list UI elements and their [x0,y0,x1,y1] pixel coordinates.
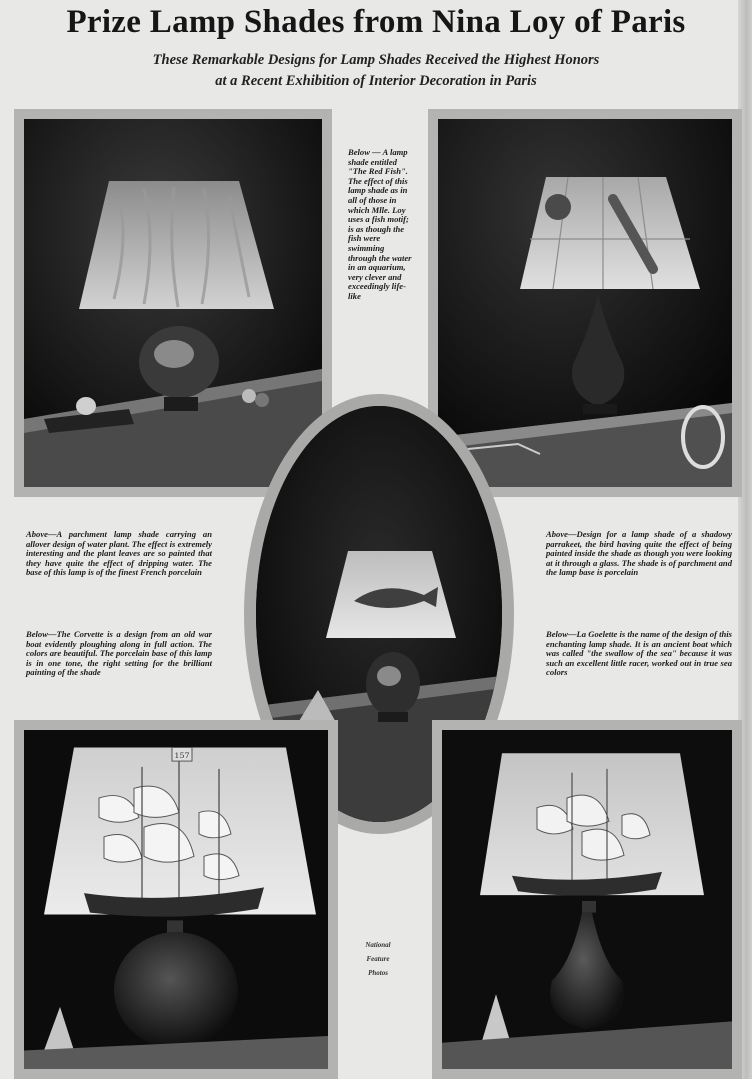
page-subtitle [40,50,712,92]
credit-line-3: Photos [368,969,388,977]
credit-line-1: National [365,941,391,949]
photo-parrakeet-lamp [438,119,732,487]
caption-la-goelette: Below—La Goelette is the name of the design of this enchanting lamp shade. It is an ancient boat which was called "the swallow of the sea" because it was such an excellent little racer, worked out in true sea colors [546,629,732,678]
photo-la-goelette-lamp [442,730,732,1069]
photo-corvette-lamp [24,730,328,1069]
photo-la-goelette-frame [432,720,742,1079]
photo-water-plant-lamp [24,119,322,487]
caption-corvette: Below—The Corvette is a design from an old war boat evidently ploughing along in full action. The colors are beautiful. The porcelain base of this lamp is in one tone, the right setting for the brilliant painting of the shade [26,629,212,678]
page-title: Prize Lamp Shades from Nina Loy of Paris [66,4,686,40]
credit-line-2: Feature [366,955,390,963]
photo-water-plant-frame [14,109,332,497]
subtitle-line-2: at a Recent Exhibition of Interior Decoration in Paris [215,73,537,89]
caption-red-fish: Below — A lamp shade entitled "The Red Fish". The effect of this lamp shade as in all of those in which Mlle. Loy uses a fish motif; is as though the fish were swimming through the water in an aquarium, very clever and exceedingly life-like [348,147,412,301]
subtitle-line-1: These Remarkable Designs for Lamp Shades Received the Highest Honors [152,52,600,68]
caption-water-plant: Above—A parchment lamp shade carrying an allover design of water plant. The effect is extremely interesting and the plant leaves are so painted that they have quite the effect of dripping water. The base of this lamp is of the finest French porcelain [26,529,212,578]
photo-credit [340,938,416,980]
photo-corvette-frame [14,720,338,1079]
corvette-flag-label: 157 [174,751,190,761]
photo-parrakeet-frame [428,109,742,497]
caption-parrakeet: Above—Design for a lamp shade of a shadowy parrakeet, the bird having quite the effect of being painted inside the shade as though you were looking at it through a glass. The shade is of parchment and the lamp base is porcelain [546,529,732,578]
